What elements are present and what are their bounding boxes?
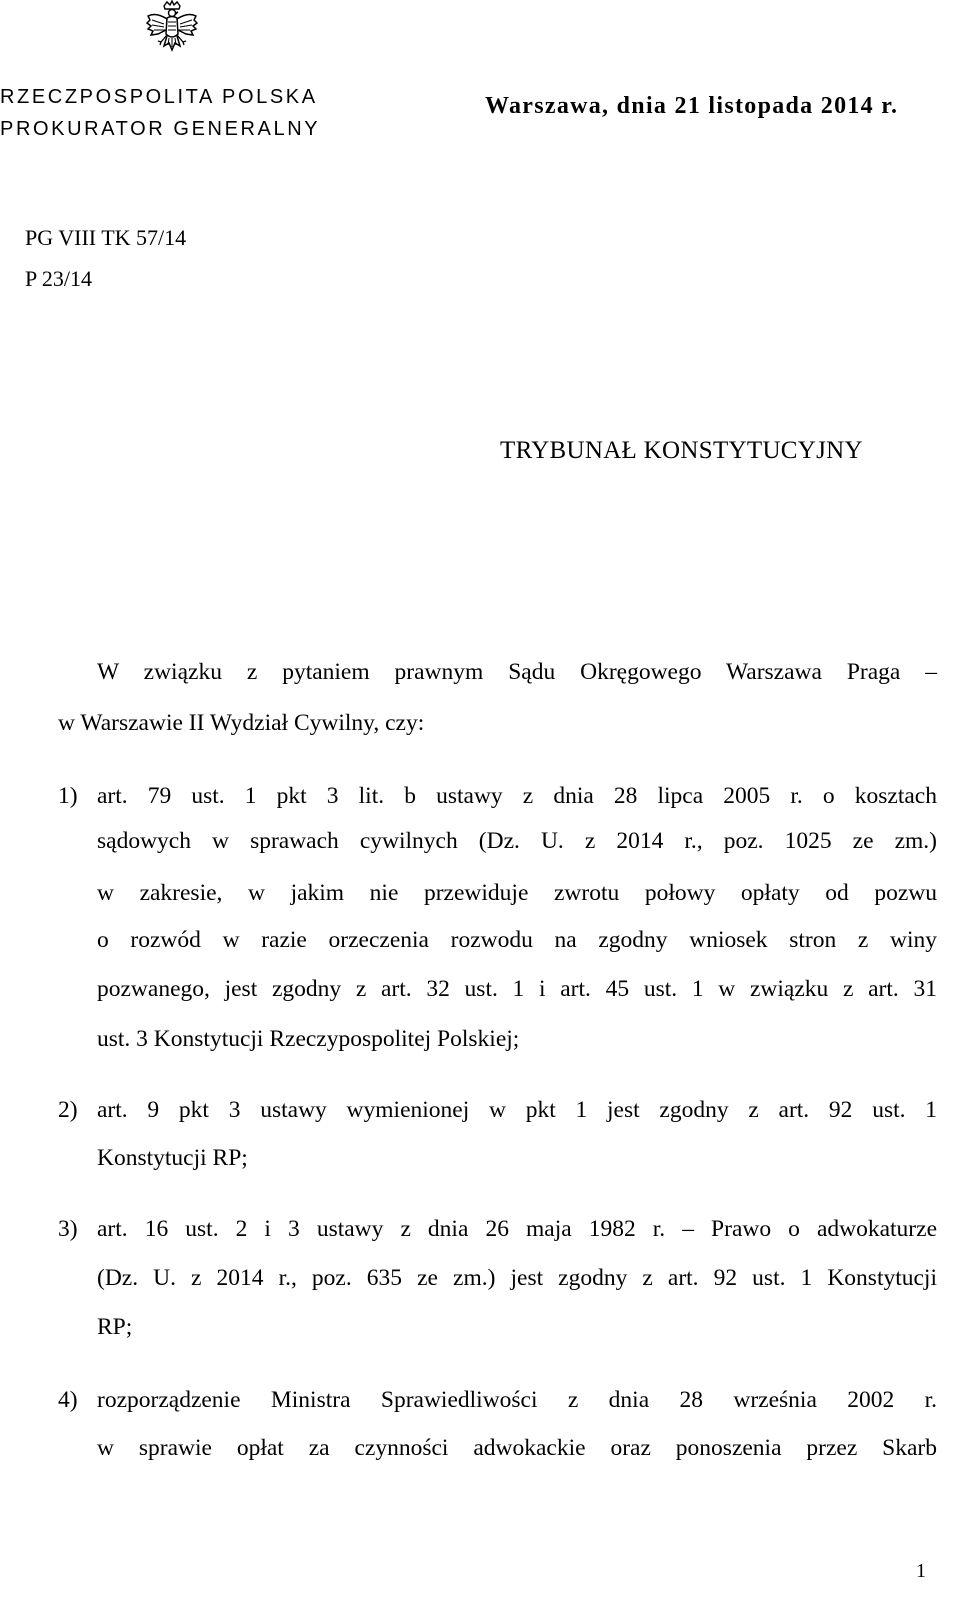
item-line: sądowych w sprawach cywilnych (Dz. U. z 2014 r., poz. 1025 ze zm.) [97,828,937,854]
item-line: art. 79 ust. 1 pkt 3 lit. b ustawy z dnia 28 lipca 2005 r. o kosztach [97,783,937,809]
item-number: 1) [58,783,78,809]
item-line: (Dz. U. z 2014 r., poz. 635 ze zm.) jest zgodny z art. 92 ust. 1 Konstytucji [97,1265,937,1291]
item-line: o rozwód w razie orzeczenia rozwodu na zgodny wniosek stron z winy [97,927,937,953]
intro-line: W związku z pytaniem prawnym Sądu Okręgowego Warszawa Praga – [97,659,937,685]
item-line: RP; [97,1314,133,1340]
item-line: pozwanego, jest zgodny z art. 32 ust. 1 i art. 45 ust. 1 w związku z art. 31 [97,976,937,1002]
header-place-date: Warszawa, dnia 21 listopada 2014 r. [485,93,899,119]
intro-line: w Warszawie II Wydział Cywilny, czy: [58,710,425,736]
header-republic: RZECZPOSPOLITA POLSKA [0,86,318,108]
polish-eagle-emblem-icon [140,0,204,60]
addressee: TRYBUNAŁ KONSTYTUCYJNY [500,437,863,464]
case-signature-pg: PG VIII TK 57/14 [25,225,187,250]
item-line: Konstytucji RP; [97,1145,248,1171]
case-signature-p: P 23/14 [25,266,93,291]
page-number: 1 [916,1560,926,1582]
item-line: art. 16 ust. 2 i 3 ustawy z dnia 26 maja 1982 r. – Prawo o adwokaturze [97,1216,937,1242]
item-number: 3) [58,1216,78,1242]
item-number: 4) [58,1387,78,1413]
item-line: ust. 3 Konstytucji Rzeczypospolitej Polskiej; [97,1026,520,1052]
item-number: 2) [58,1097,78,1123]
item-line: w zakresie, w jakim nie przewiduje zwrotu połowy opłaty od pozwu [97,880,937,906]
item-line: w sprawie opłat za czynności adwokackie oraz ponoszenia przez Skarb [97,1435,937,1461]
header-office: PROKURATOR GENERALNY [0,118,321,140]
item-line: art. 9 pkt 3 ustawy wymienionej w pkt 1 jest zgodny z art. 92 ust. 1 [97,1097,937,1123]
item-line: rozporządzenie Ministra Sprawiedliwości z dnia 28 września 2002 r. [97,1387,937,1413]
